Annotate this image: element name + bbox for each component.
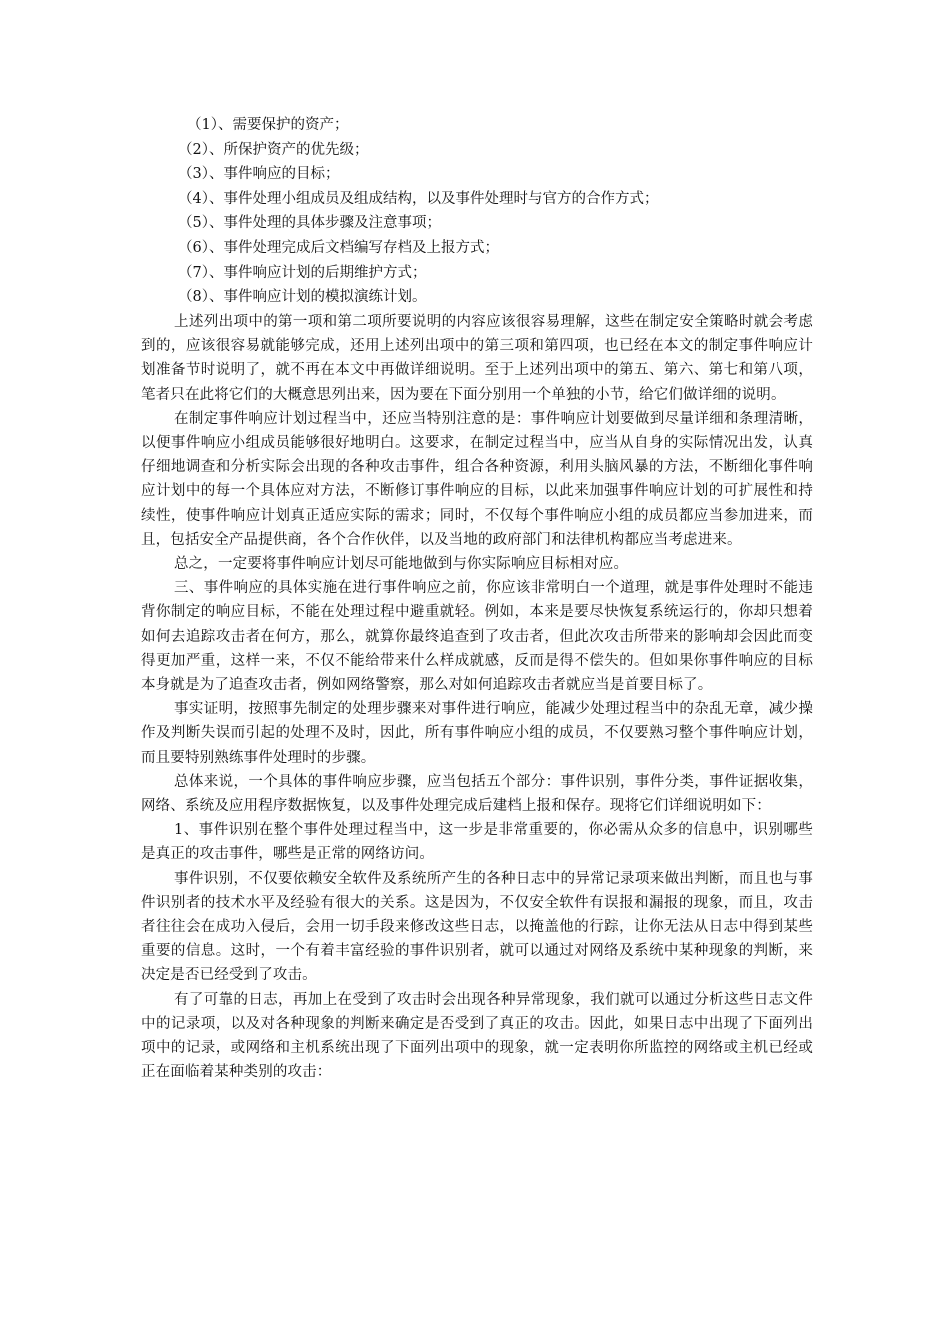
list-item: （3）、事件响应的目标； [178,166,340,183]
list-item: （4）、事件处理小组成员及组成结构，以及事件处理时与官方的合作方式； [178,190,659,207]
paragraph: 在制定事件响应计划过程当中，还应当特别注意的是：事件响应计划要做到尽量详细和条理清晰，以便事件响应小组成员能够很好地明白。这要求，在制定过程当中，应当从自身的实际情况出发，认真仔细地调查和分析实际会出现的各种攻击事件，组合各种资源，利用头脑风暴的方法，不断细化事件响应计划中的每一个具体应对方法，不断修订事件响应的目标，以此来加强事件响应计划的可扩展性和持续性，使事件响应计划真正适应实际的需求；同时，不仅每个事件响应小组的成员都应当参加进来，而且，包括安全产品提供商，各个合作伙伴，以及当地的政府部门和法律机构都应当考虑进来。 [141,410,813,548]
list-item: （5）、事件处理的具体步骤及注意事项； [178,215,441,232]
paragraph: 三、事件响应的具体实施在进行事件响应之前，你应该非常明白一个道理，就是事件处理时不能违背你制定的响应目标，不能在处理过程中避重就轻。例如，本来是要尽快恢复系统运行的，你却只想着如何去追踪攻击者在何方，那么，就算你最终追查到了攻击者，但此次攻击所带来的影响却会因此而变得更加严重，这样一来，不仅不能给带来什么样成就感，反而是得不偿失的。但如果你事件响应的目标本身就是为了追查攻击者，例如网络警察，那么对如何追踪攻击者就应当是首要目标了。 [141,580,813,694]
list-item: （1）、需要保护的资产； [187,117,349,133]
paragraph: 事件识别，不仅要依赖安全软件及系统所产生的各种日志中的异常记录项来做出判断，而且也与事件识别者的技术水平及经验有很大的关系。这是因为，不仅安全软件有误报和漏报的现象，而且，攻击者往往会在成功入侵后，会用一切手段来修改这些日志，以掩盖他的行踪，让你无法从日志中得到某些重要的信息。这时，一个有着丰富经验的事件识别者，就可以通过对网络及系统中某种现象的判断，来决定是否已经受到了攻击。 [141,870,813,984]
paragraph: 总之，一定要将事件响应计划尽可能地做到与你实际响应目标相对应。 [174,556,629,573]
list-item: （6）、事件处理完成后文档编写存档及上报方式； [178,239,499,256]
list-item: （8）、事件响应计划的模拟演练计划。 [178,289,427,306]
paragraph: 有了可靠的日志，再加上在受到了攻击时会出现各种异常现象，我们就可以通过分析这些日志文件中的记录项，以及对各种现象的判断来确定是否受到了真正的攻击。因此，如果日志中出现了下面列出项中的记录，或网络和主机系统出现了下面列出项中的现象，就一定表明你所监控的网络或主机已经或正在面临着某种类别的攻击： [141,991,813,1081]
list-item: （7）、事件响应计划的后期维护方式； [178,264,427,281]
paragraph: 总体来说，一个具体的事件响应步骤，应当包括五个部分：事件识别，事件分类，事件证据收集，网络、系统及应用程序数据恢复，以及事件处理完成后建档上报和保存。现将它们详细说明如下： [141,773,813,815]
body-text [141,310,813,1085]
paragraph: 事实证明，按照事先制定的处理步骤来对事件进行响应，能减少处理过程当中的杂乱无章，减少操作及判断失误而引起的处理不及时，因此，所有事件响应小组的成员，不仅要熟习整个事件响应计划，而且要特别熟练事件处理时的步骤。 [141,701,813,766]
list-item: （2）、所保护资产的优先级； [178,141,369,158]
paragraph: 1、事件识别在整个事件处理过程当中，这一步是非常重要的，你必需从众多的信息中，识别哪些是真正的攻击事件，哪些是正常的网络访问。 [141,822,813,863]
requirements-list [178,113,818,310]
paragraph: 上述列出项中的第一项和第二项所要说明的内容应该很容易理解，这些在制定安全策略时就会考虑到的，应该很容易就能够完成，还用上述列出项中的第三项和第四项，也已经在本文的制定事件响应计划准备节时说明了，就不再在本文中再做详细说明。至于上述列出项中的第五、第六、第七和第八项，笔者只在此将它们的大概意思列出来，因为要在下面分别用一个单独的小节，给它们做详细的说明。 [141,314,813,403]
